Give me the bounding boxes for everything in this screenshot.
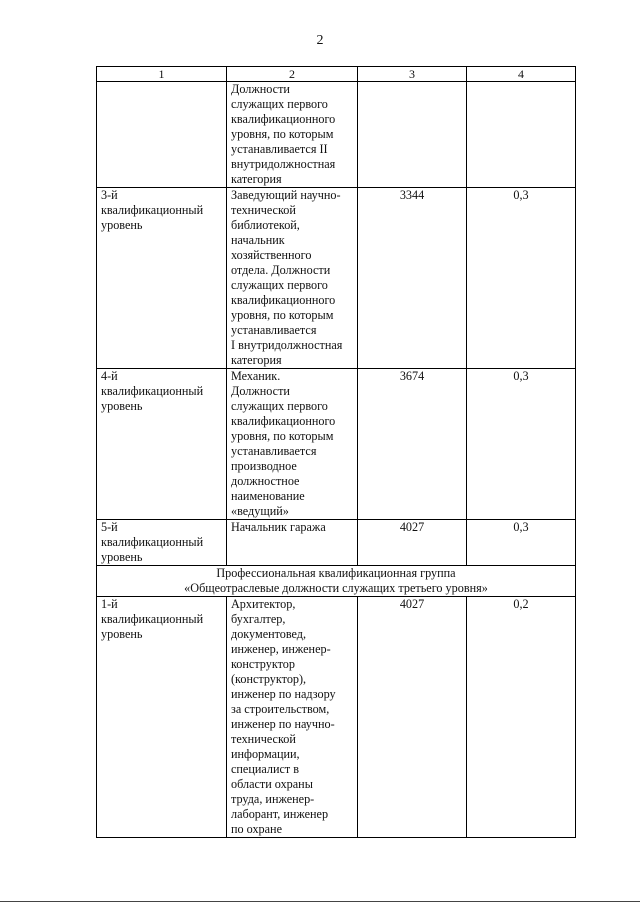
level-cell-line: квалификационный <box>101 535 204 549</box>
position-cell-line: устанавливается <box>231 323 317 337</box>
position-cell-line: документовед, <box>231 627 307 641</box>
salary-cell <box>358 82 467 188</box>
level-cell <box>97 82 227 188</box>
table-row <box>97 369 576 520</box>
position-cell-line: конструктор <box>231 657 295 671</box>
position-cell-line: производное <box>231 459 297 473</box>
level-cell <box>97 520 227 566</box>
position-cell-line: квалификационного <box>231 414 336 428</box>
level-cell-line: уровень <box>101 218 143 232</box>
level-cell-line: 1-й <box>101 597 118 611</box>
table-header-row <box>97 67 576 82</box>
level-cell-line: уровень <box>101 627 143 641</box>
position-cell-line: I внутридолжностная <box>231 338 343 352</box>
position-cell-line: отдела. Должности <box>231 263 331 277</box>
position-cell-line: инженер, инженер- <box>231 642 331 656</box>
position-cell-line: начальник <box>231 233 285 247</box>
position-cell-line: Заведующий научно- <box>231 188 341 202</box>
table-row <box>97 520 576 566</box>
level-cell-line: уровень <box>101 550 143 564</box>
salary-cell: 4027 <box>358 597 467 838</box>
position-cell-line: (конструктор), <box>231 672 307 686</box>
position-cell-line: служащих первого <box>231 278 328 292</box>
position-cell-line: Архитектор, <box>231 597 296 611</box>
position-cell-line: категория <box>231 172 282 186</box>
position-cell-line: уровня, по которым <box>231 127 334 141</box>
position-cell-line: квалификационного <box>231 112 336 126</box>
position-cell-line: библиотекой, <box>231 218 300 232</box>
position-cell <box>227 82 358 188</box>
table-row <box>97 597 576 838</box>
position-cell-line: хозяйственного <box>231 248 312 262</box>
position-cell-line: внутридолжностная <box>231 157 336 171</box>
column-header: 1 <box>97 67 227 82</box>
level-cell <box>97 369 227 520</box>
position-cell-line: должностное <box>231 474 300 488</box>
position-cell-line: Механик. <box>231 369 281 383</box>
level-cell-line: 5-й <box>101 520 118 534</box>
group-heading-line: «Общеотраслевые должности служащих третьего уровня» <box>184 581 488 595</box>
position-cell-line: уровня, по которым <box>231 429 334 443</box>
position-cell-line: за строительством, <box>231 702 330 716</box>
level-cell-line: 3-й <box>101 188 118 202</box>
group-heading-row <box>97 566 576 597</box>
position-cell-line: «ведущий» <box>231 504 289 518</box>
salary-table <box>96 66 576 838</box>
position-cell-line: категория <box>231 353 282 367</box>
position-cell-line: инженер по надзору <box>231 687 336 701</box>
salary-cell: 3674 <box>358 369 467 520</box>
salary-cell: 3344 <box>358 188 467 369</box>
position-cell-line: Должности <box>231 384 290 398</box>
position-cell-line: по охране <box>231 822 282 836</box>
position-cell-line: устанавливается II <box>231 142 328 156</box>
coefficient-cell: 0,2 <box>467 597 576 838</box>
position-cell <box>227 597 358 838</box>
level-cell-line: квалификационный <box>101 384 204 398</box>
position-cell-line: наименование <box>231 489 305 503</box>
position-cell <box>227 188 358 369</box>
position-cell-line: уровня, по которым <box>231 308 334 322</box>
position-cell-line: области охраны <box>231 777 313 791</box>
position-cell-line: Должности <box>231 82 290 96</box>
table-row <box>97 188 576 369</box>
position-cell-line: технической <box>231 203 296 217</box>
position-cell-line: бухгалтер, <box>231 612 286 626</box>
salary-cell: 4027 <box>358 520 467 566</box>
level-cell <box>97 597 227 838</box>
coefficient-cell: 0,3 <box>467 369 576 520</box>
level-cell-line: квалификационный <box>101 612 204 626</box>
column-header: 2 <box>227 67 358 82</box>
position-cell-line: специалист в <box>231 762 300 776</box>
position-cell-line: труда, инженер- <box>231 792 315 806</box>
table-row <box>97 82 576 188</box>
position-cell <box>227 369 358 520</box>
page-number: 2 <box>316 33 324 48</box>
position-cell-line: служащих первого <box>231 399 328 413</box>
level-cell-line: 4-й <box>101 369 118 383</box>
position-cell <box>227 520 358 566</box>
position-cell-line: Начальник гаража <box>231 520 326 534</box>
level-cell-line: уровень <box>101 399 143 413</box>
page-bottom-rule <box>0 901 640 902</box>
position-cell-line: инженер по научно- <box>231 717 335 731</box>
position-cell-line: устанавливается <box>231 444 317 458</box>
group-heading <box>97 566 576 597</box>
position-cell-line: квалификационного <box>231 293 336 307</box>
position-cell-line: технической <box>231 732 296 746</box>
level-cell-line: квалификационный <box>101 203 204 217</box>
position-cell-line: служащих первого <box>231 97 328 111</box>
coefficient-cell: 0,3 <box>467 520 576 566</box>
position-cell-line: информации, <box>231 747 300 761</box>
column-header: 4 <box>467 67 576 82</box>
position-cell-line: лаборант, инженер <box>231 807 329 821</box>
column-header: 3 <box>358 67 467 82</box>
coefficient-cell: 0,3 <box>467 188 576 369</box>
level-cell <box>97 188 227 369</box>
group-heading-line: Профессиональная квалификационная группа <box>216 566 456 580</box>
coefficient-cell <box>467 82 576 188</box>
